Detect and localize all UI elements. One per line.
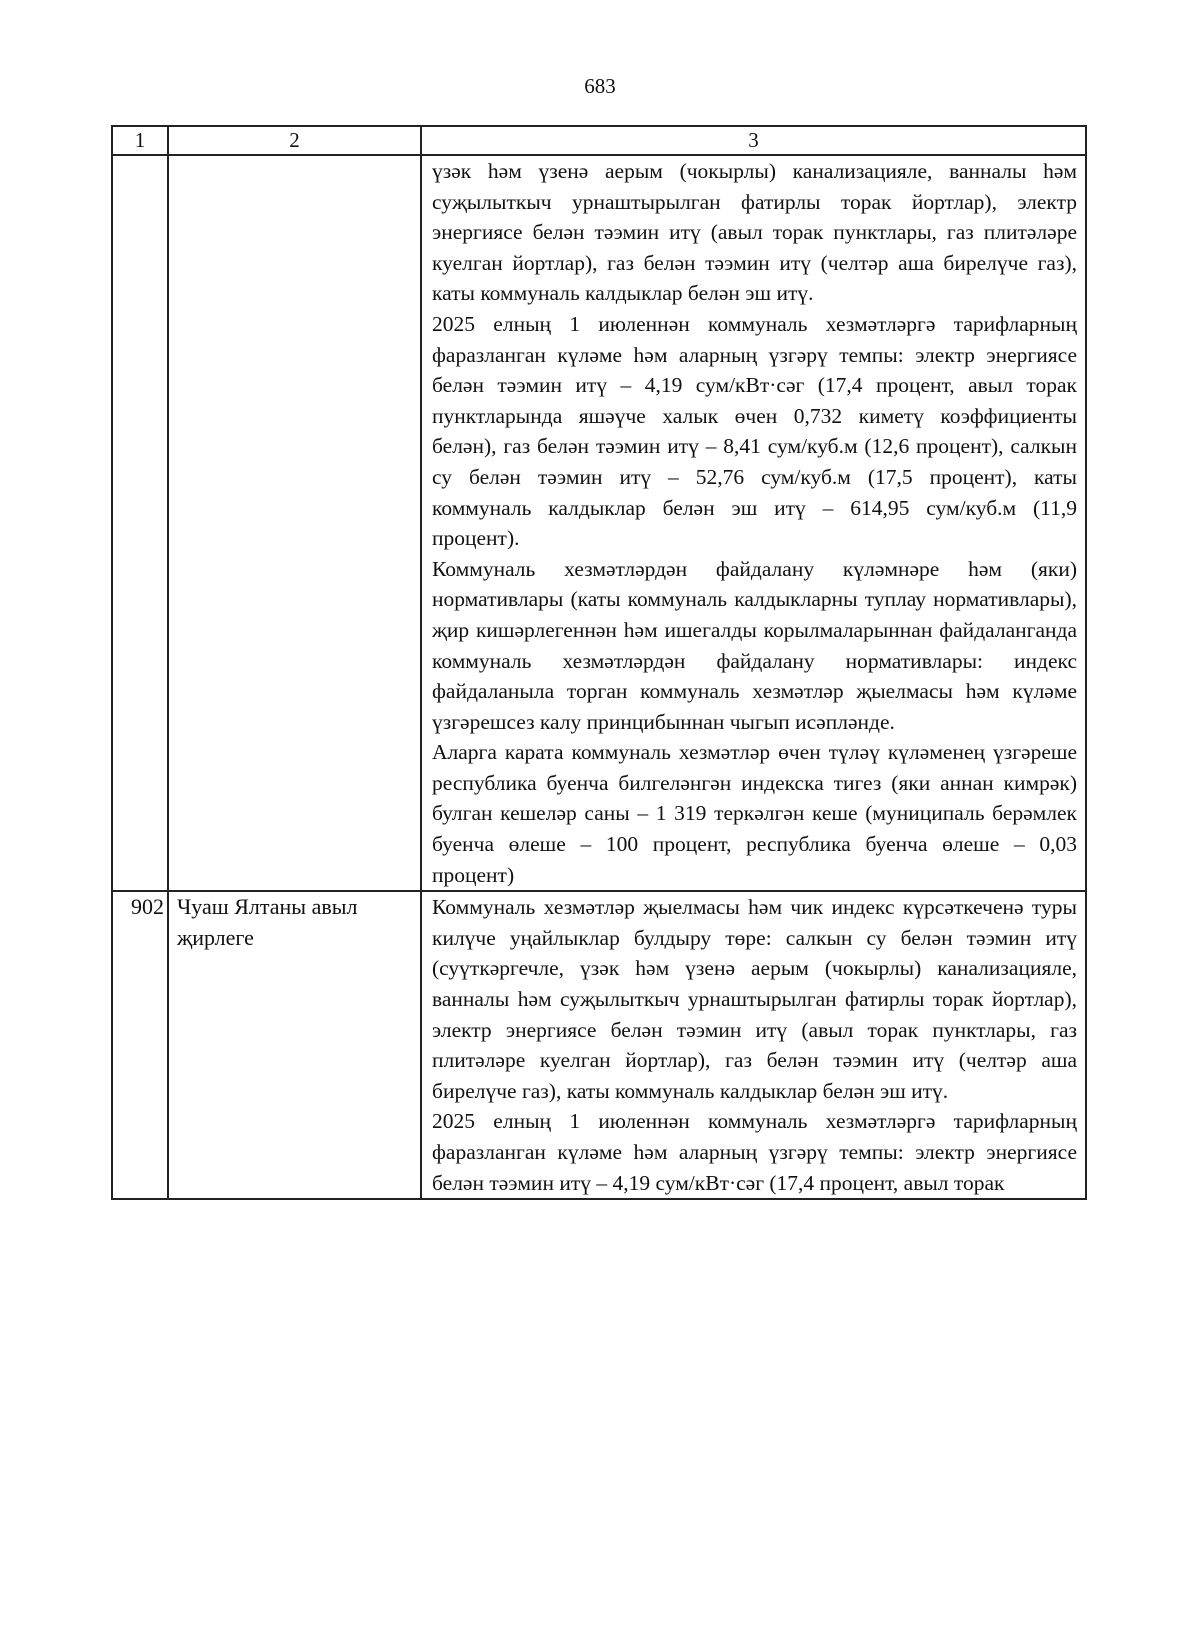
column-header-2: 2 (168, 126, 421, 155)
settlement-name (168, 155, 421, 891)
settlement-name: Чуаш Ялтаны авыл җирлеге (168, 891, 421, 1199)
table-header-row (112, 126, 1086, 155)
description-paragraph: Аларга карата коммуналь хезмәтләр өчен түләү күләменең үзгәреше республика буенча билгеләнгән индекска тигез (яки аннан кимрәк) булган кешеләр саны – 1 319 теркәлгән кеше (муниципаль берәмлек буенча өлеше – 100 процент, республика буенча өлеше – 0,03 процент) (432, 740, 1077, 887)
table-row (112, 155, 1086, 891)
column-header-3: 3 (421, 126, 1086, 155)
page-number: 683 (584, 74, 616, 98)
description-paragraph: Коммуналь хезмәтләрдән файдалану күләмнәре һәм (яки) нормативлары (каты коммуналь калдыкларны туплау нормативлары), җир кишәрлегеннән һәм ишегалды корылмаларыннан файдаланганда коммуналь хезмәтләрдән файдалану нормативлары: индекс файдаланыла торган коммуналь хезмәтләр җыелмасы һәм күләме үзгәрешсез калу принцибыннан чыгып исәпләнде. (432, 556, 1077, 734)
row-number: 902 (112, 891, 168, 1199)
description-paragraph: үзәк һәм үзенә аерым (чокырлы) канализацияле, ванналы һәм суҗылыткыч урнаштырылган фатирлы торак йортлар), электр энергиясе белән тәэмин итү (авыл торак пунктлары, газ плитәләре куелган йортлар), газ белән тәэмин итү (челтәр аша бирелүче газ), каты коммуналь калдыклар белән эш итү. (432, 159, 1077, 306)
row-number (112, 155, 168, 891)
description-paragraph: 2025 елның 1 июленнән коммуналь хезмәтләргә тарифларның фаразланган күләме һәм аларның үзгәрү темпы: электр энергиясе белән тәэмин итү – 4,19 сум/кВт·сәг (17,4 процент, авыл торак пунктларында яшәүче халык өчен 0,732 киметү коэффициенты белән), газ белән тәэмин итү – 8,41 сум/куб.м (12,6 процент), салкын су белән тәэмин итү – 52,76 сум/куб.м (17,5 процент), каты коммуналь калдыклар белән эш итү – 614,95 сум/куб.м (11,9 процент). (432, 311, 1077, 551)
table-row (112, 891, 1086, 1199)
tariff-table (111, 125, 1087, 1200)
description-paragraph: Коммуналь хезмәтләр җыелмасы һәм чик индекс күрсәткеченә туры килүче уңайлыклар булдыру төре: салкын су белән тәэмин итү (суүткәргечле, үзәк һәм үзенә аерым (чокырлы) канализацияле, ванналы һәм суҗылыткыч урнаштырылган фатирлы торак йортлар), электр энергиясе белән тәэмин итү (авыл торак пунктлары, газ плитәләре куелган йортлар), газ белән тәэмин итү (челтәр аша бирелүче газ), каты коммуналь калдыклар белән эш итү. (432, 895, 1077, 1103)
column-header-1: 1 (112, 126, 168, 155)
row-description (421, 891, 1086, 1199)
row-description (421, 155, 1086, 891)
description-paragraph: 2025 елның 1 июленнән коммуналь хезмәтләргә тарифларның фаразланган күләме һәм аларның үзгәрү темпы: электр энергиясе белән тәэмин итү – 4,19 сум/кВт·сәг (17,4 процент, авыл торак (432, 1109, 1077, 1195)
